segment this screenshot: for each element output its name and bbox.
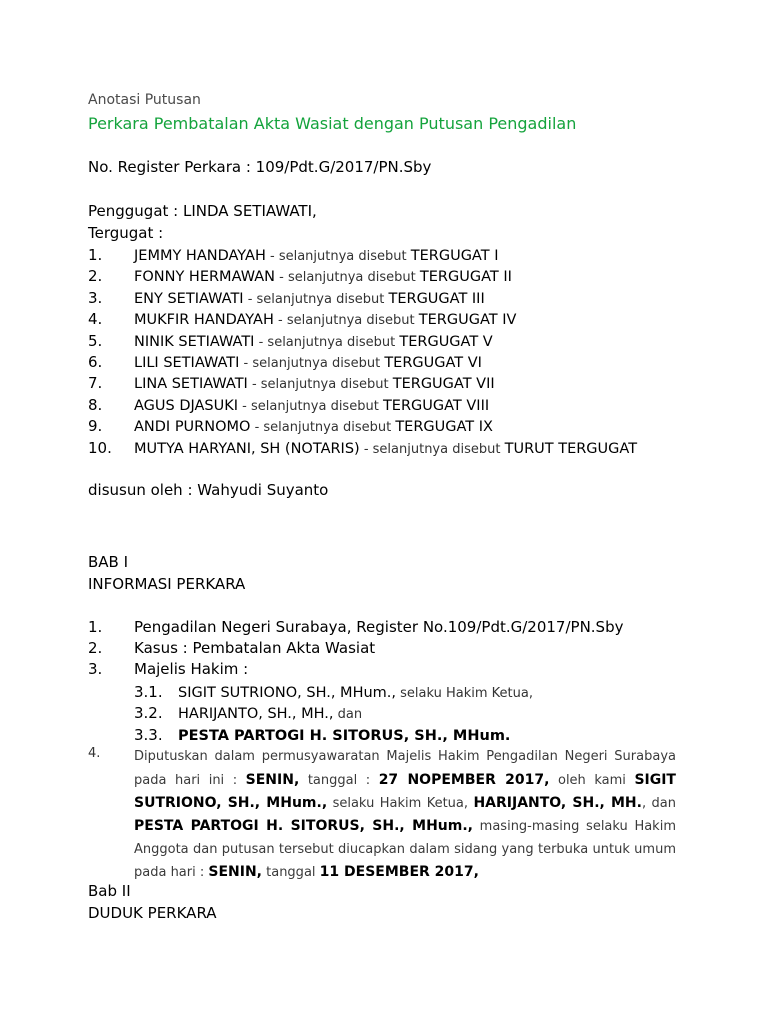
list-item: 6. LILI SETIAWATI - selanjutnya disebut TERGUGAT VI	[88, 352, 482, 371]
list-item: 2. Kasus : Pembatalan Akta Wasiat	[88, 638, 376, 657]
list-item: 9. ANDI PURNOMO - selanjutnya disebut TERGUGAT IX	[88, 417, 493, 436]
defendants-heading: Tergugat :	[88, 223, 164, 242]
case-info-list	[88, 618, 688, 682]
list-item: 3.1. SIGIT SUTRIONO, SH., MHum., selaku Hakim Ketua,	[134, 682, 533, 701]
list-item: 1. JEMMY HANDAYAH - selanjutnya disebut TERGUGAT I	[88, 246, 499, 264]
judges-list	[88, 682, 688, 747]
list-item: 4. MUKFIR HANDAYAH - selanjutnya disebut TERGUGAT IV	[88, 310, 517, 329]
list-item: 2. FONNY HERMAWAN - selanjutnya disebut TERGUGAT II	[88, 267, 512, 286]
list-item: 3.3. PESTA PARTOGI H. SITORUS, SH., MHum.	[134, 725, 511, 744]
decision-text: Diputuskan dalam permusyawaratan Majelis Hakim Pengadilan Negeri Surabaya pada hari ini : SENIN, tanggal : 27 NOPEMBER 2017, oleh kami SIGIT SUTRIONO, SH., MHum., selaku Hakim Ketua, HARIJANTO, SH., MH., dan PESTA PARTOGI H. SITORUS, SH., MHum., masing-masing selaku Hakim Anggota dan putusan tersebut diucapkan dalam sidang yang terbuka untuk umum pada hari : SENIN, tanggal 11 DESEMBER 2017,	[134, 749, 676, 881]
register-number: No. Register Perkara : 109/Pdt.G/2017/PN.Sby	[88, 158, 432, 176]
decision-paragraph: 4. Diputuskan dalam permusyawaratan Majelis Hakim Pengadilan Negeri Surabaya pada hari ini : SENIN, tanggal : 27 NOPEMBER 2017, oleh kami SIGIT SUTRIONO, SH., MHum., selaku Hakim Ketua, HARIJANTO, SH., MH., dan PESTA PARTOGI H. SITORUS, SH., MHum., masing-masing selaku Hakim Anggota dan putusan tersebut diucapkan dalam sidang yang terbuka untuk umum pada hari : SENIN, tanggal 11 DESEMBER 2017,	[88, 746, 676, 881]
list-item: 5. NINIK SETIAWATI - selanjutnya disebut TERGUGAT V	[88, 331, 493, 350]
list-item: 7. LINA SETIAWATI - selanjutnya disebut TERGUGAT VII	[88, 374, 495, 393]
chapter-2-heading: Bab II	[88, 882, 131, 901]
chapter-2-title: DUDUK PERKARA	[88, 903, 217, 922]
chapter-1-heading: BAB I	[88, 553, 129, 571]
list-item: 3.2. HARIJANTO, SH., MH., dan	[134, 704, 363, 723]
list-item: 3. Majelis Hakim :	[88, 660, 249, 679]
list-item: 3. ENY SETIAWATI - selanjutnya disebut TERGUGAT III	[88, 288, 485, 307]
plaintiff-line: Penggugat : LINDA SETIAWATI,	[88, 202, 317, 220]
document-page	[88, 92, 688, 925]
list-item: 1. Pengadilan Negeri Surabaya, Register No.109/Pdt.G/2017/PN.Sby	[88, 617, 624, 636]
annotation-label: Anotasi Putusan	[88, 92, 201, 108]
chapter-1-title: INFORMASI PERKARA	[88, 574, 246, 593]
list-item: 8. AGUS DJASUKI - selanjutnya disebut TERGUGAT VIII	[88, 395, 490, 414]
document-title: Perkara Pembatalan Akta Wasiat dengan Putusan Pengadilan	[88, 114, 577, 133]
list-item: 10. MUTYA HARYANI, SH (NOTARIS) - selanjutnya disebut TURUT TERGUGAT	[88, 438, 638, 457]
author-line: disusun oleh : Wahyudi Suyanto	[88, 481, 329, 499]
defendant-list	[88, 245, 688, 467]
